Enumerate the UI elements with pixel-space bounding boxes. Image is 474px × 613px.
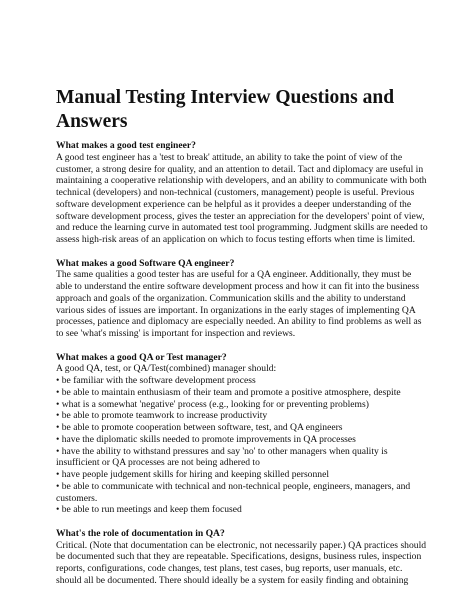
section-good-qa-manager (56, 352, 428, 517)
list-item: • be able to promote teamwork to increase productivity (56, 410, 268, 422)
section-heading: What makes a good Software QA engineer? (56, 257, 235, 269)
list-item: • be able to run meetings and keep them focused (56, 504, 242, 516)
section-good-test-engineer (56, 140, 428, 246)
section-paragraph: The same qualities a good tester has are useful for a QA engineer. Additionally, they must be able to understand the entire software development process and how it can fit into the business approach and goals of the organization. Communication skills and the ability to understand various sides of issues are important. In organizations in the early stages of implementing QA processes, patience and diplomacy are especially needed. An ability to find problems as well as to see 'what's missing' is important for inspection and reviews. (56, 269, 422, 339)
list-item: • be able to promote cooperation between software, test, and QA engineers (56, 422, 343, 433)
section-paragraph: A good QA, test, or QA/Test(combined) manager should: (56, 363, 277, 375)
list-item: • have the ability to withstand pressures and say 'no' to other managers when quality is insufficient or QA processes are not being adhered to (56, 445, 388, 469)
section-heading: What's the role of documentation in QA? (56, 527, 225, 539)
list-item: • have people judgement skills for hiring and keeping skilled personnel (56, 469, 329, 480)
section-documentation-role (56, 528, 428, 587)
bullet-list (56, 375, 428, 516)
page-title: Manual Testing Interview Questions and Answers (56, 87, 395, 132)
section-paragraph: A good test engineer has a 'test to break' attitude, an ability to take the point of view of the customer, a strong desire for quality, and an attention to detail. Tact and diplomacy are useful in maintaining a cooperative relationship with developers, and an ability to communicate with both technical (developers) and non-technical (customers, management) people is useful. Previous software development experience can be helpful as it provides a deeper understanding of the software development process, gives the tester an appreciation for the developers' point of view, and reduce the learning curve in automated test tool programming. Judgment skills are needed to assess high-risk areas of an application on which to focus testing efforts when time is limited. (56, 151, 428, 245)
list-item: • have the diplomatic skills needed to promote improvements in QA processes (56, 433, 356, 445)
list-item: • be familiar with the software development process (56, 375, 256, 386)
section-heading: What makes a good test engineer? (56, 140, 196, 151)
list-item: • be able to maintain enthusiasm of their team and promote a positive atmosphere, despite (56, 386, 401, 398)
section-good-qa-engineer (56, 258, 428, 340)
document-body (56, 140, 428, 598)
list-item: • what is a somewhat 'negative' process (e.g., looking for or preventing problems) (56, 398, 369, 410)
section-heading: What makes a good QA or Test manager? (56, 351, 227, 363)
list-item: • be able to communicate with technical and non-technical people, engineers, managers, and customers. (56, 480, 411, 504)
section-paragraph: Critical. (Note that documentation can be electronic, not necessarily paper.) QA practices should be documented such that they are repeatable. Specifications, designs, business rules, inspection reports, configurations, code changes, test plans, test cases, bug reports, user manuals, etc. should all be documented. There should ideally be a system for easily finding and obtaining (56, 539, 427, 586)
